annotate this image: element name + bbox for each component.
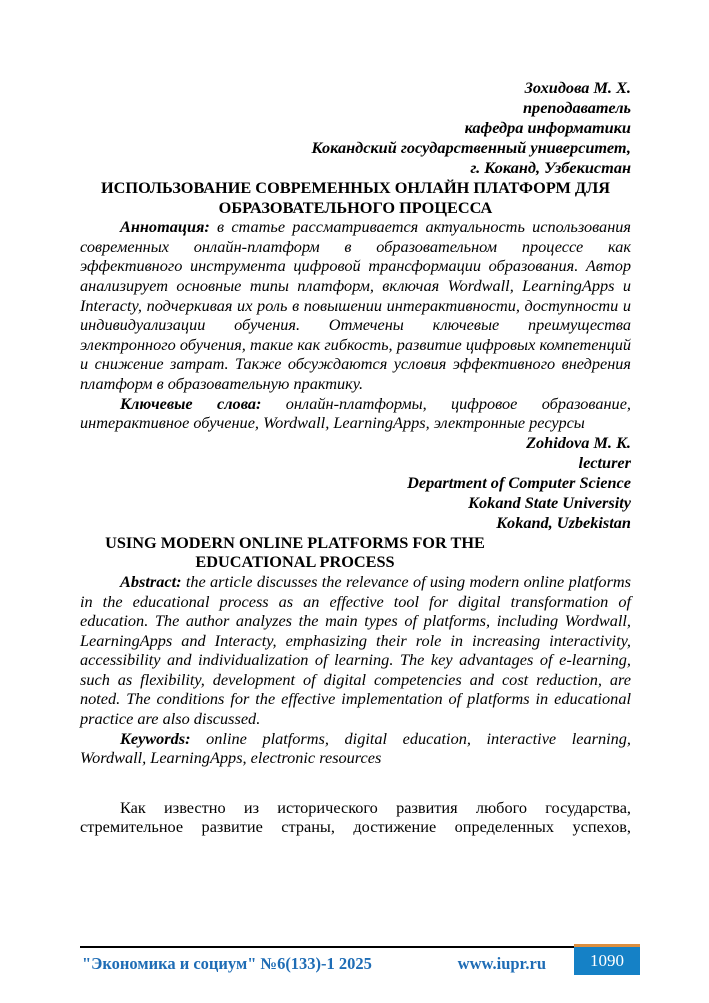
keywords-english <box>80 729 631 768</box>
author-location-en: Kokand, Uzbekistan <box>496 512 631 532</box>
author-name-ru: Зохидова М. Х. <box>524 78 631 97</box>
abstract-russian <box>80 217 631 393</box>
journal-title: "Экономика и социум" №6(133)-1 2025 <box>82 954 372 973</box>
body-paragraph: Как известно из исторического развития любого государства, стремительное развитие страны, достижение определенных успехов, <box>80 797 631 837</box>
footer-rule <box>80 946 574 974</box>
author-position-en: lecturer <box>578 452 631 472</box>
author-university-ru: Кокандский государственный университет, <box>311 138 631 157</box>
author-block-russian <box>80 78 631 178</box>
abstract-label-ru: Аннотация: <box>120 217 210 237</box>
abstract-label-en: Abstract: <box>120 571 182 591</box>
author-university-en: Kokand State University <box>468 492 631 512</box>
abstract-english <box>80 572 631 729</box>
article-title-russian: ИСПОЛЬЗОВАНИЕ СОВРЕМЕННЫХ ОНЛАЙН ПЛАТФОРМ ДЛЯ ОБРАЗОВАТЕЛЬНОГО ПРОЦЕССА <box>100 178 611 217</box>
journal-website-link[interactable]: www.iupr.ru <box>457 954 546 973</box>
author-name-en: Zohidova M. K. <box>526 432 631 452</box>
abstract-text-en: the article discusses the relevance of using modern online platforms in the educational process as an effective tool for digital transformation of education. The author analyzes the main types of platforms, including Wordwall, LearningApps and Interacty, emphasizing their role in increasing interactivity, accessibility and individualization of learning. The key advantages of e-learning, such as flexibility, development of digital competencies and cost reduction, are noted. The conditions for the effective implementation of platforms in educational practice are also discussed. <box>80 571 631 729</box>
keywords-text-ru: онлайн-платформы, цифровое образование, интерактивное обучение, Wordwall, LearningApps, электронные ресурсы <box>80 393 631 433</box>
author-block-english <box>80 433 631 533</box>
author-department-ru: кафедра информатики <box>464 118 631 137</box>
page-number: 1090 <box>590 951 624 970</box>
page-footer <box>80 944 640 975</box>
author-location-ru: г. Коканд, Узбекистан <box>470 158 631 177</box>
keywords-label-en: Keywords: <box>120 728 191 748</box>
article-title-english: USING MODERN ONLINE PLATFORMS FOR THE EDUCATIONAL PROCESS <box>105 532 485 572</box>
page-content <box>80 78 631 837</box>
keywords-russian <box>80 394 631 433</box>
author-position-ru: преподаватель <box>523 98 631 117</box>
keywords-label-ru: Ключевые слова: <box>120 393 262 413</box>
keywords-text-en: online platforms, digital education, interactive learning, Wordwall, LearningApps, electronic resources <box>80 728 631 768</box>
author-department-en: Department of Computer Science <box>407 472 631 492</box>
page-number-badge <box>574 944 640 975</box>
abstract-text-ru: в статье рассматривается актуальность использования современных онлайн-платформ в образовательном процессе как эффективного инструмента цифровой трансформации образования. Автор анализирует основные типы платформ, включая Wordwall, LearningApps и Interacty, подчеркивая их роль в повышении интерактивности, доступности и индивидуализации обучения. Отмечены ключевые преимущества электронного обучения, такие как гибкость, развитие цифровых компетенций и снижение затрат. Также обсуждаются условия эффективного внедрения платформ в образовательную практику. <box>80 217 631 393</box>
